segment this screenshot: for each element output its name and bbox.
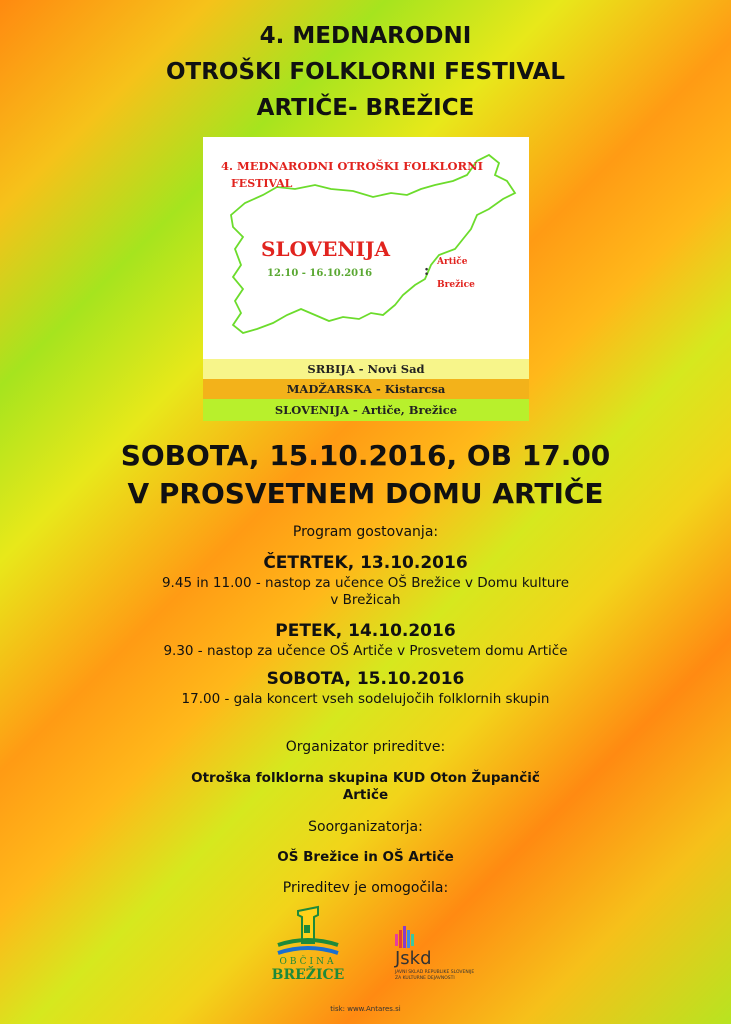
program-saturday-line-1: 17.00 - gala koncert vseh sodelujočih folklornih skupin bbox=[181, 691, 550, 707]
poster-title-line-2: FESTIVAL bbox=[231, 177, 293, 190]
program-thursday-line-1: 9.45 in 11.00 - nastop za učence OŠ Brežice v Domu kulture bbox=[161, 575, 570, 591]
poster-country: SLOVENIJA bbox=[261, 237, 390, 261]
sponsor-label: Prireditev je omogočila: bbox=[282, 880, 449, 896]
program-thursday-line-2: v Brežicah bbox=[330, 592, 401, 608]
header-line-2: OTROŠKI FOLKLORNI FESTIVAL bbox=[165, 59, 566, 85]
poster-title-line-1: 4. MEDNARODNI OTROŠKI FOLKLORNI bbox=[221, 159, 484, 173]
header-line-3: ARTIČE- BREŽICE bbox=[256, 95, 475, 121]
poster-dots: : bbox=[424, 263, 430, 279]
poster-band-madzarska: MADŽARSKA - Kistarcsa bbox=[203, 379, 529, 399]
jskd-line-1: JAVNI SKLAD REPUBLIKE SLOVENIJE bbox=[395, 970, 475, 975]
organizer-name-line-1: Otroška folklorna skupina KUD Oton Župančič bbox=[191, 770, 540, 786]
program-day-friday: PETEK, 14.10.2016 bbox=[275, 621, 456, 641]
jskd-name: Jskd bbox=[395, 948, 432, 969]
program-day-saturday: SOBOTA, 15.10.2016 bbox=[266, 669, 465, 689]
event-datetime: SOBOTA, 15.10.2016, OB 17.00 bbox=[120, 439, 611, 472]
program-day-thursday: ČETRTEK, 13.10.2016 bbox=[263, 553, 468, 573]
program-friday-line-1: 9.30 - nastop za učence OŠ Artiče v Prosvetem domu Artiče bbox=[163, 643, 568, 659]
event-venue: V PROSVETNEM DOMU ARTIČE bbox=[127, 477, 604, 510]
organizer-name-line-2: Artiče bbox=[342, 787, 389, 803]
organizer-label: Organizator prireditve: bbox=[285, 739, 446, 755]
poster-place-brezice: Brežice bbox=[437, 280, 475, 290]
poster-place-artice: Artiče bbox=[437, 257, 468, 267]
festival-poster-image bbox=[203, 137, 529, 421]
poster-dates: 12.10 - 16.10.2016 bbox=[267, 268, 373, 279]
coorganizer-label: Soorganizatorja: bbox=[308, 819, 423, 835]
coorganizer-name: OŠ Brežice in OŠ Artiče bbox=[277, 849, 454, 865]
brezice-text: BREŽICE bbox=[271, 967, 345, 983]
header-line-1: 4. MEDNARODNI bbox=[259, 23, 472, 49]
obcina-text: OBČINA bbox=[279, 957, 337, 967]
poster-band-srbija: SRBIJA - Novi Sad bbox=[203, 359, 529, 379]
jskd-line-2: ZA KULTURNE DEJAVNOSTI bbox=[395, 976, 455, 981]
printer-credit: tisk: www.Antares.si bbox=[330, 1005, 401, 1013]
jskd-logo bbox=[393, 920, 503, 980]
obcina-brezice-logo bbox=[268, 905, 348, 985]
poster-band-slovenija: SLOVENIJA - Artiče, Brežice bbox=[203, 399, 529, 421]
castle-icon bbox=[268, 905, 348, 961]
program-heading: Program gostovanja: bbox=[292, 524, 439, 540]
